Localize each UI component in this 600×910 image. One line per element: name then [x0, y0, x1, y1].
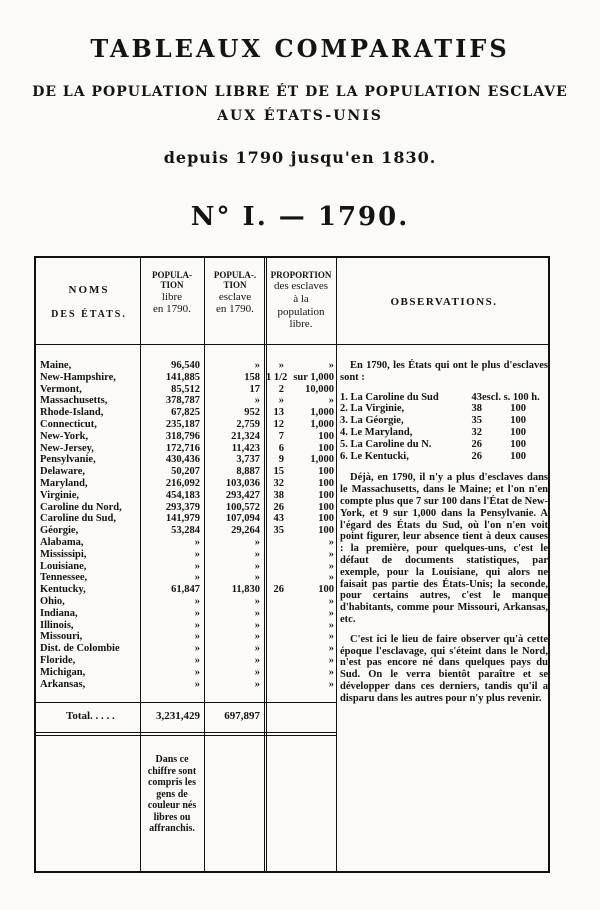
table-row: [36, 502, 336, 514]
cell-prop-a: 43: [273, 513, 284, 525]
cell-libre: 141,979: [165, 513, 200, 525]
cell-prop-a: 35: [273, 525, 284, 537]
header-population-libre: [142, 270, 202, 316]
cell-libre: »: [194, 548, 200, 560]
table-row: [36, 431, 336, 443]
cell-libre: »: [194, 678, 200, 690]
cell-state: Mississipi,: [40, 548, 87, 560]
cell-esclave: 3,737: [236, 454, 260, 466]
table-number: N° I. — 1790.: [190, 202, 410, 232]
cell-esclave: 100,572: [225, 501, 260, 513]
cell-prop-a: 32: [273, 478, 284, 489]
table-row: [36, 466, 336, 478]
cell-prop-b: »: [328, 537, 334, 548]
cell-prop-b: »: [328, 560, 334, 572]
cell-esclave: »: [254, 395, 260, 407]
cell-prop-b: 100: [318, 584, 334, 596]
cell-prop-a: »: [278, 360, 284, 371]
cell-prop-b: »: [328, 655, 334, 666]
cell-prop-a: 26: [273, 501, 284, 513]
header-libre-line: POPULA-: [152, 270, 192, 280]
ranking-value: 32: [471, 426, 482, 438]
table-row: [36, 572, 336, 584]
table-row: [36, 419, 336, 431]
cell-esclave: »: [254, 619, 260, 631]
cell-esclave: »: [254, 666, 260, 678]
cell-prop-b: 10,000: [305, 383, 334, 395]
subtitle-line-2: AUX ÉTATS-UNIS: [217, 108, 383, 124]
cell-prop-b: 1,000: [310, 419, 334, 430]
ranking-name: 5. La Caroline du N.: [340, 438, 432, 450]
table-row: [36, 667, 336, 679]
header-esclave-line: esclave: [218, 290, 252, 303]
cell-prop-b: 100: [318, 489, 334, 501]
cell-state: Indiana,: [40, 607, 78, 619]
cell-state: New-Hampshire,: [40, 371, 116, 383]
cell-state: Kentucky,: [40, 584, 86, 596]
table-row: [36, 561, 336, 573]
cell-prop-b: »: [328, 596, 334, 607]
table-row: [36, 596, 336, 608]
ranking-item: [340, 392, 548, 404]
ranking-unit: 100: [510, 450, 526, 462]
observations-intro: En 1790, les États qui ont le plus d'esclaves sont :: [340, 360, 548, 383]
cell-state: Vermont,: [40, 383, 82, 395]
cell-prop-a: 15: [273, 466, 284, 478]
cell-prop-a: 1 1/2: [266, 371, 288, 383]
cell-prop-b: 100: [318, 501, 334, 513]
table-row: [36, 679, 336, 691]
cell-state: Pensylvanie,: [40, 454, 96, 466]
cell-esclave: »: [254, 548, 260, 560]
table-row: [36, 490, 336, 502]
cell-esclave: »: [254, 572, 260, 584]
cell-esclave: 11,830: [231, 584, 260, 596]
cell-prop-a: 9: [278, 454, 284, 466]
table-row: [36, 372, 336, 384]
cell-libre: 50,207: [171, 466, 200, 478]
observations-paragraph-3: C'est ici le lieu de faire observer qu'à cette époque l'esclavage, qui s'éteint dans le Nord, n'est pas encore né dans quelques pays du Sud. On le verra bientôt paraître et se développer dans ces derniers, tandis qu'il a disparu dans les autres pour n'y plus revenir.: [340, 633, 548, 704]
ranking-unit: 100: [510, 415, 526, 427]
header-population-esclave: [206, 270, 264, 316]
cell-prop-b: 1,000: [310, 407, 334, 419]
cell-prop-b: »: [328, 395, 334, 407]
ranking-item: [340, 415, 548, 427]
header-names: [38, 284, 140, 320]
cell-libre: »: [194, 631, 200, 643]
header-proportion: [266, 270, 336, 331]
cell-state: New-York,: [40, 430, 89, 442]
table-row: [36, 525, 336, 537]
cell-prop-b: 1,000: [310, 454, 334, 466]
cell-libre: »: [194, 560, 200, 572]
ranking-list: [340, 392, 548, 463]
footnote-free-colored: Dans ce chiffre sont compris les gens de couleur nés libres ou affranchis.: [147, 754, 197, 834]
cell-prop-b: »: [328, 607, 334, 619]
cell-state: Géorgie,: [40, 525, 79, 537]
table-row: [36, 407, 336, 419]
cell-esclave: »: [254, 678, 260, 690]
cell-libre: 216,092: [165, 478, 200, 489]
header-proportion-line: à la: [293, 292, 309, 305]
header-proportion-line: PROPORTION: [270, 270, 332, 280]
cell-prop-a: 38: [273, 489, 284, 501]
table-row: [36, 584, 336, 596]
cell-prop-b: »: [328, 572, 334, 584]
ranking-value: 35: [471, 415, 482, 427]
cell-prop-b: »: [328, 548, 334, 560]
cell-prop-b: 100: [318, 466, 334, 478]
cell-libre: »: [194, 619, 200, 631]
cell-prop-b: 100: [318, 430, 334, 442]
cell-esclave: »: [254, 560, 260, 572]
header-esclave-line: TION: [223, 280, 247, 291]
cell-prop-b: »: [328, 619, 334, 631]
cell-state: Dist. de Colombie: [40, 643, 120, 655]
total-rule: [36, 702, 336, 703]
cell-esclave: 8,887: [236, 466, 260, 478]
cell-state: Maine,: [40, 360, 72, 371]
cell-libre: »: [194, 537, 200, 548]
ranking-name: 2. La Virginie,: [340, 403, 405, 415]
period-line: depuis 1790 jusqu'en 1830.: [163, 148, 437, 167]
cell-esclave: 107,094: [225, 513, 260, 525]
subtitle-line-1: DE LA POPULATION LIBRE ÉT DE LA POPULATION ESCLAVE: [32, 84, 568, 100]
header-proportion-line: des esclaves: [273, 280, 329, 293]
cell-prop-b: 100: [318, 442, 334, 454]
cell-state: Arkansas,: [40, 678, 86, 690]
cell-state: Caroline du Sud,: [40, 513, 116, 525]
cell-esclave: 158: [244, 371, 260, 383]
cell-esclave: »: [254, 360, 260, 371]
total-rule-bottom-double: [36, 735, 336, 736]
cell-prop-a: »: [278, 395, 284, 407]
cell-libre: 85,512: [171, 383, 200, 395]
cell-libre: 96,540: [171, 360, 200, 371]
ranking-item: [340, 427, 548, 439]
cell-state: Maryland,: [40, 478, 88, 489]
cell-libre: »: [194, 666, 200, 678]
cell-state: Louisiane,: [40, 560, 87, 572]
ranking-name: 4. Le Maryland,: [340, 426, 413, 438]
cell-state: Michigan,: [40, 666, 86, 678]
cell-esclave: 103,036: [225, 478, 260, 489]
cell-state: Rhode-Island,: [40, 407, 104, 419]
cell-state: Caroline du Nord,: [40, 501, 122, 513]
total-rule-bottom: [36, 732, 336, 733]
cell-prop-b: »: [328, 631, 334, 643]
cell-prop-a: 26: [273, 584, 284, 596]
total-esclave: 697,897: [224, 710, 260, 722]
ranking-unit: escl. s. 100 h.: [482, 391, 540, 403]
cell-libre: »: [194, 596, 200, 607]
ranking-value: 26: [471, 450, 482, 462]
header-libre-line: libre: [161, 290, 183, 303]
cell-prop-a: 7: [278, 430, 284, 442]
header-observations: OBSERVATIONS.: [390, 296, 498, 308]
table-row: [36, 384, 336, 396]
cell-esclave: 11,423: [231, 442, 260, 454]
cell-state: Alabama,: [40, 537, 84, 548]
table-row: [36, 620, 336, 632]
ranking-unit: 100: [510, 438, 526, 450]
cell-state: Missouri,: [40, 631, 83, 643]
table-row: [36, 513, 336, 525]
cell-state: Illinois,: [40, 619, 74, 631]
cell-prop-b: »: [328, 666, 334, 678]
table-row: [36, 478, 336, 490]
cell-esclave: 2,759: [236, 419, 260, 430]
cell-libre: 141,885: [165, 371, 200, 383]
cell-prop-b: »: [328, 643, 334, 655]
cell-libre: »: [194, 655, 200, 666]
table-row: [36, 608, 336, 620]
cell-state: Floride,: [40, 655, 76, 666]
page-title: TABLEAUX COMPARATIFS: [90, 34, 510, 63]
cell-prop-a: 12: [273, 419, 284, 430]
cell-libre: 235,187: [165, 419, 200, 430]
header-libre-line: en 1790.: [153, 303, 191, 316]
header-libre-line: TION: [160, 280, 184, 291]
cell-prop-b: 100: [318, 525, 334, 537]
cell-esclave: »: [254, 643, 260, 655]
cell-prop-a: 6: [278, 442, 284, 454]
cell-state: Delaware,: [40, 466, 85, 478]
header-rule: [36, 344, 548, 345]
cell-prop-a: 13: [273, 407, 284, 419]
population-table: [34, 256, 550, 873]
table-row: [36, 360, 336, 372]
cell-libre: 378,787: [165, 395, 200, 407]
cell-esclave: »: [254, 655, 260, 666]
cell-esclave: »: [254, 596, 260, 607]
cell-esclave: »: [254, 607, 260, 619]
cell-libre: 67,825: [171, 407, 200, 419]
observations-paragraph-2: Déjà, en 1790, il n'y a plus d'esclaves dans le Massachusetts, dans le Maine; et l'on n'en compte plus que 7 sur 100 dans l'État de New-York, et 9 sur 1,000 dans la Pensylvanie. A l'égard des États du Sud, où l'on n'en voit point figurer, leur absence tient à deux causes : la première, pour quelques-uns, c'est le défaut de documents statistiques, par exemple, pour la Louisiane, qui alors ne faisait pas partie des États-Unis; la seconde, pour certains autres, c'est le manque d'habitants, comme pour Missouri, Arkansas, etc.: [340, 472, 548, 625]
ranking-name: 1. La Caroline du Sud: [340, 391, 439, 403]
cell-esclave: 29,264: [231, 525, 260, 537]
column-divider: [336, 258, 337, 871]
cell-libre: »: [194, 607, 200, 619]
header-names-line: NOMS: [68, 284, 110, 296]
cell-prop-a: 2: [278, 383, 284, 395]
cell-state: Virginie,: [40, 489, 79, 501]
cell-esclave: 293,427: [225, 489, 260, 501]
ranking-item: [340, 439, 548, 451]
table-row: [36, 631, 336, 643]
cell-libre: 172,716: [165, 442, 200, 454]
table-row: [36, 395, 336, 407]
ranking-unit: 100: [510, 426, 526, 438]
header-proportion-line: population: [277, 305, 325, 318]
header-names-line: DES ÉTATS.: [51, 308, 127, 320]
cell-esclave: »: [254, 631, 260, 643]
table-row: [36, 443, 336, 455]
cell-state: Massachusetts,: [40, 395, 108, 407]
cell-state: Ohio,: [40, 596, 65, 607]
cell-libre: 430,436: [165, 454, 200, 466]
observations-text: [340, 360, 548, 713]
cell-libre: 318,796: [165, 430, 200, 442]
cell-esclave: 952: [244, 407, 260, 419]
ranking-item: [340, 451, 548, 463]
cell-libre: 53,284: [171, 525, 200, 537]
table-row: [36, 454, 336, 466]
total-label: Total. . . . .: [66, 710, 115, 722]
ranking-name: 6. Le Kentucki,: [340, 450, 409, 462]
cell-libre: 454,183: [165, 489, 200, 501]
header-esclave-line: POPULA-.: [213, 270, 257, 280]
ranking-unit: 100: [510, 403, 526, 415]
header-esclave-line: en 1790.: [216, 303, 254, 316]
cell-prop-b: 100: [318, 478, 334, 489]
ranking-value: 38: [471, 403, 482, 415]
table-row: [36, 655, 336, 667]
table-row: [36, 643, 336, 655]
table-row: [36, 549, 336, 561]
total-libre: 3,231,429: [156, 710, 200, 722]
cell-libre: »: [194, 572, 200, 584]
cell-libre: »: [194, 643, 200, 655]
header-proportion-line: libre.: [289, 318, 313, 331]
cell-prop-b: 100: [318, 513, 334, 525]
ranking-value: 43: [471, 391, 482, 403]
cell-libre: 293,379: [165, 501, 200, 513]
cell-state: New-Jersey,: [40, 442, 94, 454]
cell-state: Tennessee,: [40, 572, 88, 584]
cell-prop-b: »: [328, 360, 334, 371]
table-row: [36, 537, 336, 549]
ranking-item: [340, 403, 548, 415]
ranking-value: 26: [471, 438, 482, 450]
cell-state: Connecticut,: [40, 419, 97, 430]
cell-prop-b: sur 1,000: [293, 371, 334, 383]
cell-prop-b: »: [328, 678, 334, 690]
cell-esclave: 17: [249, 383, 260, 395]
cell-esclave: 21,324: [231, 430, 260, 442]
cell-esclave: »: [254, 537, 260, 548]
cell-libre: 61,847: [171, 584, 200, 596]
ranking-name: 3. La Géorgie,: [340, 415, 404, 427]
